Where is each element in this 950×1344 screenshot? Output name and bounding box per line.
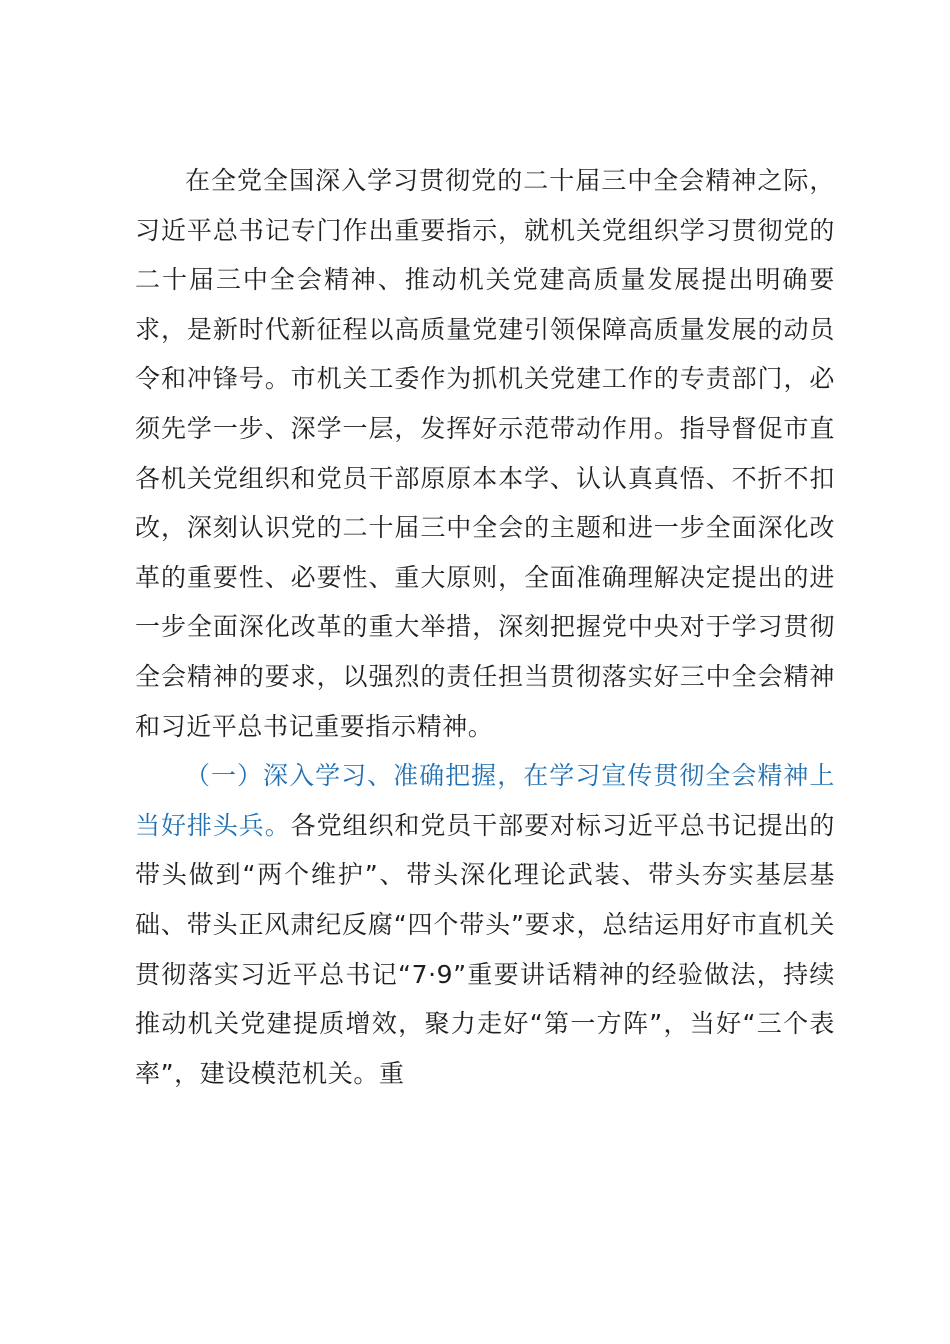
document-body	[135, 156, 835, 1098]
paragraph-intro	[135, 156, 835, 751]
paragraph-section-one	[135, 751, 835, 1098]
section-body-text: 各党组织和党员干部要对标习近平总书记提出的带头做到“两个维护”、带头深化理论武装、带头夯实基层基础、带头正风肃纪反腐“四个带头”要求，总结运用好市直机关贯彻落实习近平总书记“7·9”重要讲话精神的经验做法，持续推动机关党建提质增效，聚力走好“第一方阵”，当好“三个表率”，建设模范机关。重	[135, 810, 835, 1088]
paragraph-intro-text: 在全党全国深入学习贯彻党的二十届三中全会精神之际，习近平总书记专门作出重要指示，就机关党组织学习贯彻党的二十届三中全会精神、推动机关党建高质量发展提出明确要求，是新时代新征程以高质量党建引领保障高质量发展的动员令和冲锋号。市机关工委作为抓机关党建工作的专责部门，必须先学一步、深学一层，发挥好示范带动作用。指导督促市直各机关党组织和党员干部原原本本学、认认真真悟、不折不扣改，深刻认识党的二十届三中全会的主题和进一步全面深化改革的重要性、必要性、重大原则，全面准确理解决定提出的进一步全面深化改革的重大举措，深刻把握党中央对于学习贯彻全会精神的要求，以强烈的责任担当贯彻落实好三中全会精神和习近平总书记重要指示精神。	[135, 166, 835, 741]
section-heading: （一）深入学习、准确把握，在学习宣传贯彻全会精神上当好排头兵。	[135, 761, 835, 840]
